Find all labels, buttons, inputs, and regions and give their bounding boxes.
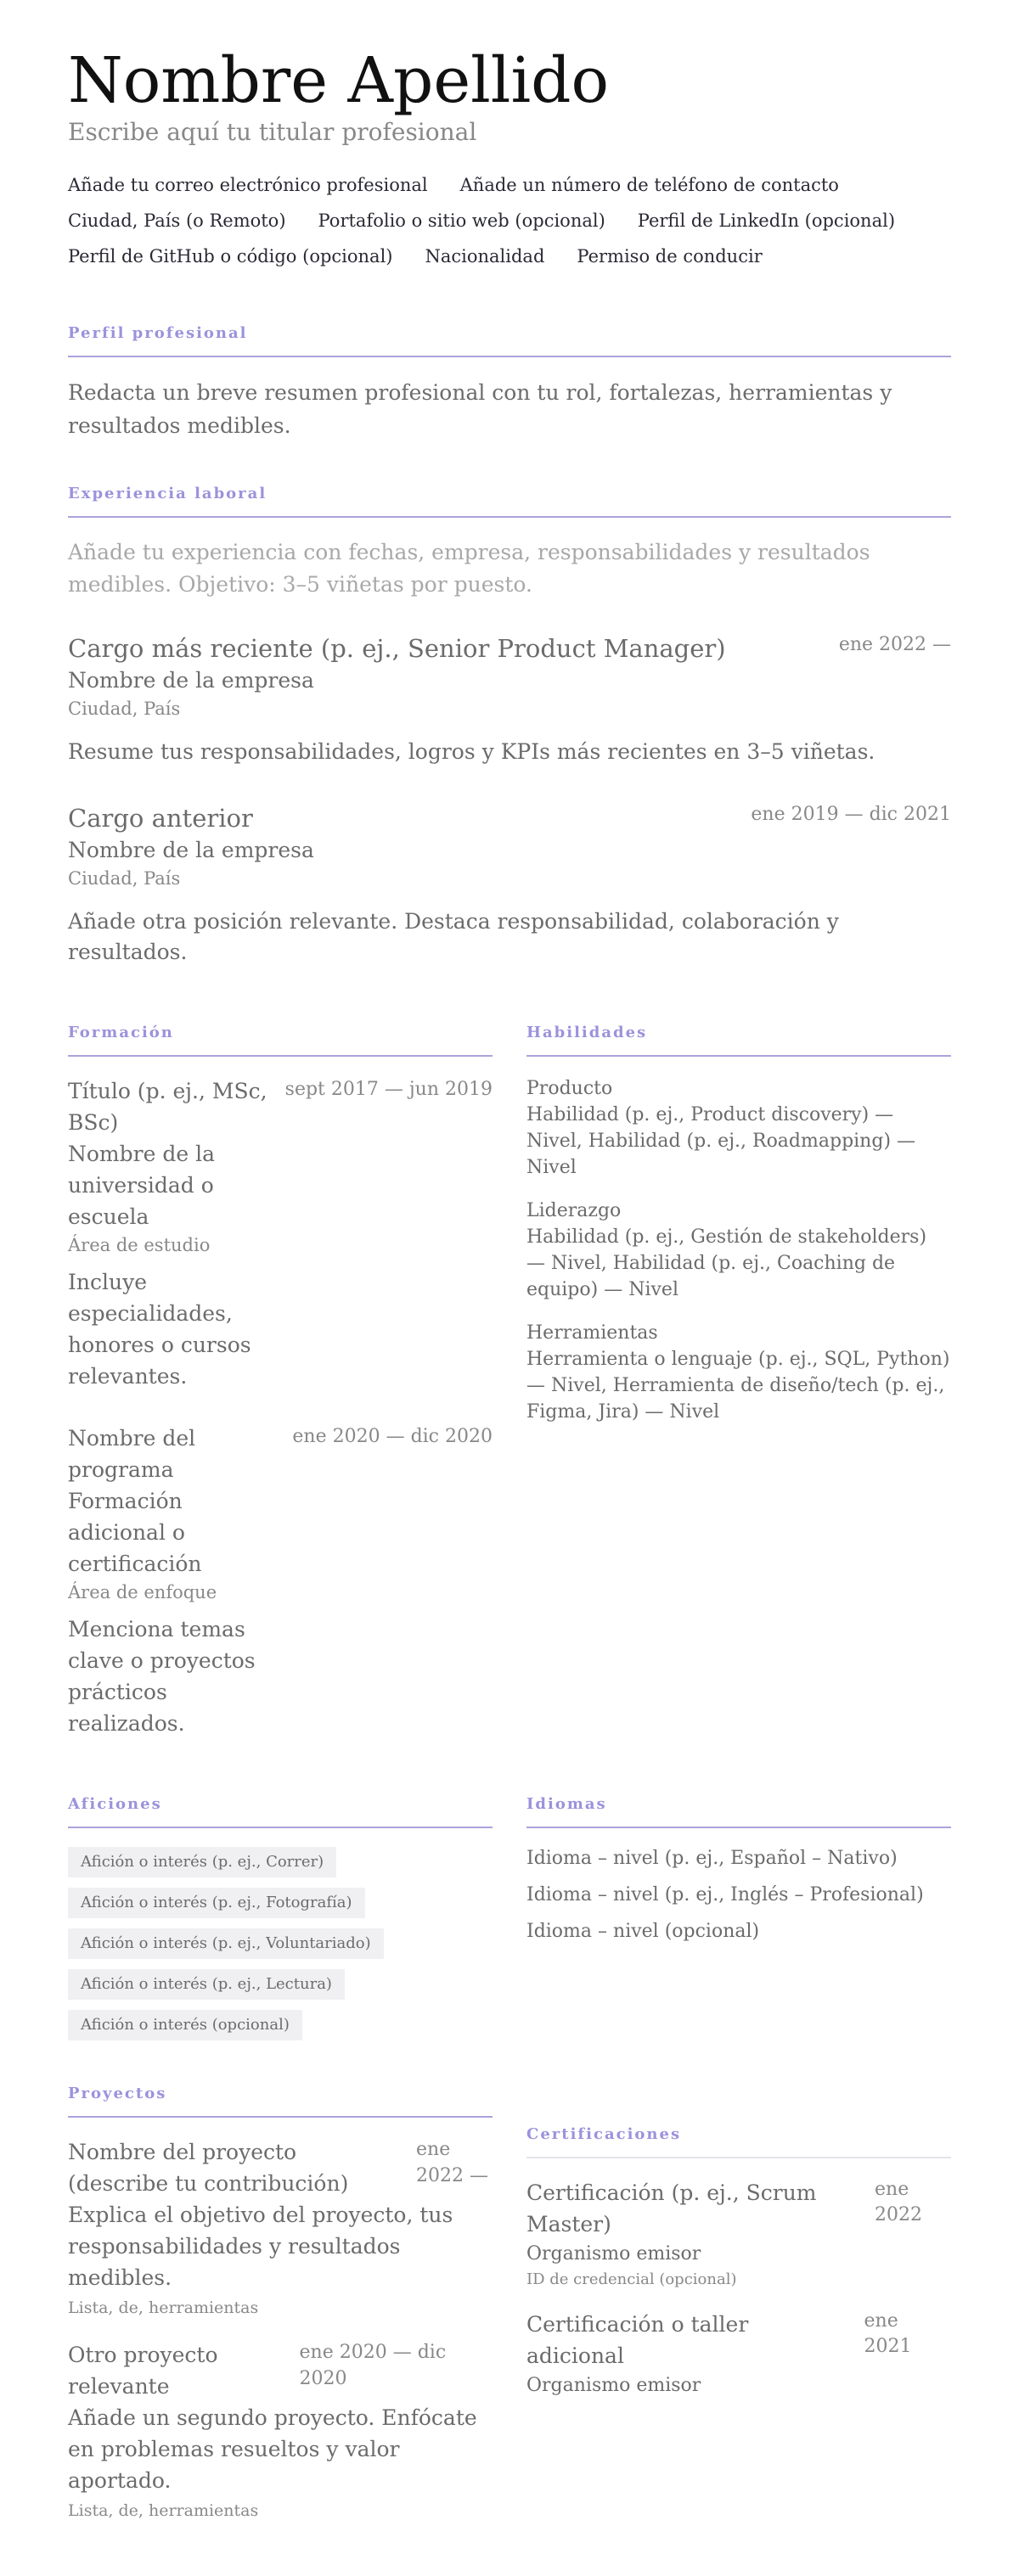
hobbies-languages-row [68,1795,951,2051]
certification-issuer[interactable]: Organismo emisor [526,2243,701,2265]
hobby-chip[interactable]: Afición o interés (p. ej., Fotografía) [68,1888,365,1918]
credential-id[interactable]: ID de credencial (opcional) [526,2270,737,2288]
skill-list[interactable]: Herramienta o lenguaje (p. ej., SQL, Python) — Nivel, Herramienta de diseño/tech (p. ej., Figma, Jira) — Nivel [526,1349,950,1423]
contact-phone[interactable]: Añade un número de teléfono de contacto [459,175,839,195]
job-description[interactable]: Añade otra posición relevante. Destaca responsabilidad, colaboración y resultados. [68,909,839,964]
study-area[interactable]: Área de estudio [68,1235,211,1255]
education-entry [68,1075,493,1392]
education-section [68,1024,493,1739]
projects-certifications-row [68,2085,951,2542]
contact-list [68,173,917,268]
school-name[interactable]: Formación adicional o certificación [68,1489,202,1576]
study-area[interactable]: Área de enfoque [68,1582,217,1602]
project-entry [68,2339,493,2525]
job-location[interactable]: Ciudad, País [68,699,181,719]
project-description[interactable]: Explica el objetivo del proyecto, tus responsabilidades y resultados medibles. [68,2203,453,2290]
language-item[interactable]: Idioma – nivel (opcional) [526,1921,760,1942]
education-description[interactable]: Menciona temas clave o proyectos prácticos realizados. [68,1617,256,1736]
skill-list[interactable]: Habilidad (p. ej., Product discovery) — Nivel, Habilidad (p. ej., Roadmapping) — Nivel [526,1104,916,1178]
project-title[interactable]: Nombre del proyecto (describe tu contribución) [68,2140,349,2196]
section-title-skills: Habilidades [526,1024,951,1057]
education-date[interactable]: sept 2017 — jun 2019 [284,1079,493,1100]
job-title[interactable]: Cargo anterior [68,804,253,833]
education-entry [68,1423,493,1739]
project-tools[interactable]: Lista, de, herramientas [68,2501,259,2520]
job-title[interactable]: Cargo más reciente (p. ej., Senior Product Manager) [68,634,726,663]
projects-section [68,2085,493,2525]
job-date[interactable]: ene 2022 — [838,634,951,655]
contact-nationality[interactable]: Nacionalidad [425,246,545,267]
section-title-education: Formación [68,1024,493,1057]
job-company[interactable]: Nombre de la empresa [68,668,314,693]
languages-section [526,1795,951,1950]
hobbies-section [68,1795,493,2051]
education-description[interactable]: Incluye especialidades, honores o cursos relevantes. [68,1270,251,1389]
project-title[interactable]: Otro proyecto relevante [68,2343,218,2399]
skills-section [526,1024,951,1425]
school-name[interactable]: Nombre de la universidad o escuela [68,1142,215,1229]
language-item[interactable]: Idioma – nivel (p. ej., Español – Nativo) [526,1848,898,1869]
certification-date[interactable]: ene 2022 [875,2179,922,2225]
job-company[interactable]: Nombre de la empresa [68,838,314,862]
contact-github[interactable]: Perfil de GitHub o código (opcional) [68,246,393,267]
skill-group [526,1320,951,1425]
project-date[interactable]: ene 2020 — dic 2020 [299,2342,447,2389]
contact-location[interactable]: Ciudad, País (o Remoto) [68,210,286,231]
project-description[interactable]: Añade un segundo proyecto. Enfócate en problemas resueltos y valor aportado. [68,2405,477,2493]
contact-driving-license[interactable]: Permiso de conducir [577,246,763,267]
experience-hint: Añade tu experiencia con fechas, empresa, responsabilidades y resultados medibles. Objetivo: 3–5 viñetas por puesto. [68,540,870,597]
certification-title[interactable]: Certificación o taller adicional [526,2312,749,2368]
headline[interactable]: Escribe aquí tu titular profesional [68,118,477,146]
skill-category[interactable]: Producto [526,1078,613,1099]
contact-portfolio[interactable]: Portafolio o sitio web (opcional) [318,210,605,231]
certification-entry [526,2177,951,2292]
certification-issuer[interactable]: Organismo emisor [526,2375,701,2396]
experience-section [68,485,951,968]
language-item[interactable]: Idioma – nivel (p. ej., Inglés – Profesional) [526,1884,924,1905]
section-title-languages: Idiomas [526,1795,951,1828]
contact-linkedin[interactable]: Perfil de LinkedIn (opcional) [637,210,896,231]
certification-date[interactable]: ene 2021 [864,2310,912,2357]
skill-group [526,1198,951,1303]
degree-title[interactable]: Título (p. ej., MSc, BSc) [68,1079,267,1135]
summary-section [68,324,951,442]
section-title-certifications: Certificaciones [526,2125,951,2158]
job-entry [68,801,951,968]
job-entry [68,631,951,767]
job-location[interactable]: Ciudad, País [68,868,181,889]
education-date[interactable]: ene 2020 — dic 2020 [292,1426,493,1447]
hobby-chip[interactable]: Afición o interés (p. ej., Lectura) [68,1969,345,2000]
degree-title[interactable]: Nombre del programa [68,1426,196,1482]
section-title-projects: Proyectos [68,2085,493,2118]
job-description[interactable]: Resume tus responsabilidades, logros y KPIs más recientes en 3–5 viñetas. [68,739,875,764]
certification-title[interactable]: Certificación (p. ej., Scrum Master) [526,2180,817,2236]
summary-text[interactable]: Redacta un breve resumen profesional con tu rol, fortalezas, herramientas y resultados medibles. [68,380,892,438]
certification-entry [526,2309,951,2399]
skill-category[interactable]: Liderazgo [526,1200,622,1221]
skill-group [526,1075,951,1181]
job-date[interactable]: ene 2019 — dic 2021 [751,804,951,825]
hobby-chip[interactable]: Afición o interés (opcional) [68,2010,302,2040]
project-entry [68,2136,493,2322]
project-date[interactable]: ene 2022 — [416,2139,488,2186]
section-title-summary: Perfil profesional [68,324,951,357]
project-tools[interactable]: Lista, de, herramientas [68,2298,259,2317]
full-name[interactable]: Nombre Apellido [68,44,610,117]
hobby-chip[interactable]: Afición o interés (p. ej., Correr) [68,1847,336,1877]
skill-list[interactable]: Habilidad (p. ej., Gestión de stakeholders) — Nivel, Habilidad (p. ej., Coaching de equipo) — Nivel [526,1226,927,1300]
section-title-hobbies: Aficiones [68,1795,493,1828]
education-skills-row [68,1024,951,1770]
certifications-section [526,2125,951,2399]
skill-category[interactable]: Herramientas [526,1322,658,1344]
section-title-experience: Experiencia laboral [68,485,951,518]
resume-header [68,44,951,268]
contact-email[interactable]: Añade tu correo electrónico profesional [68,175,428,195]
hobby-chip[interactable]: Afición o interés (p. ej., Voluntariado) [68,1928,384,1959]
